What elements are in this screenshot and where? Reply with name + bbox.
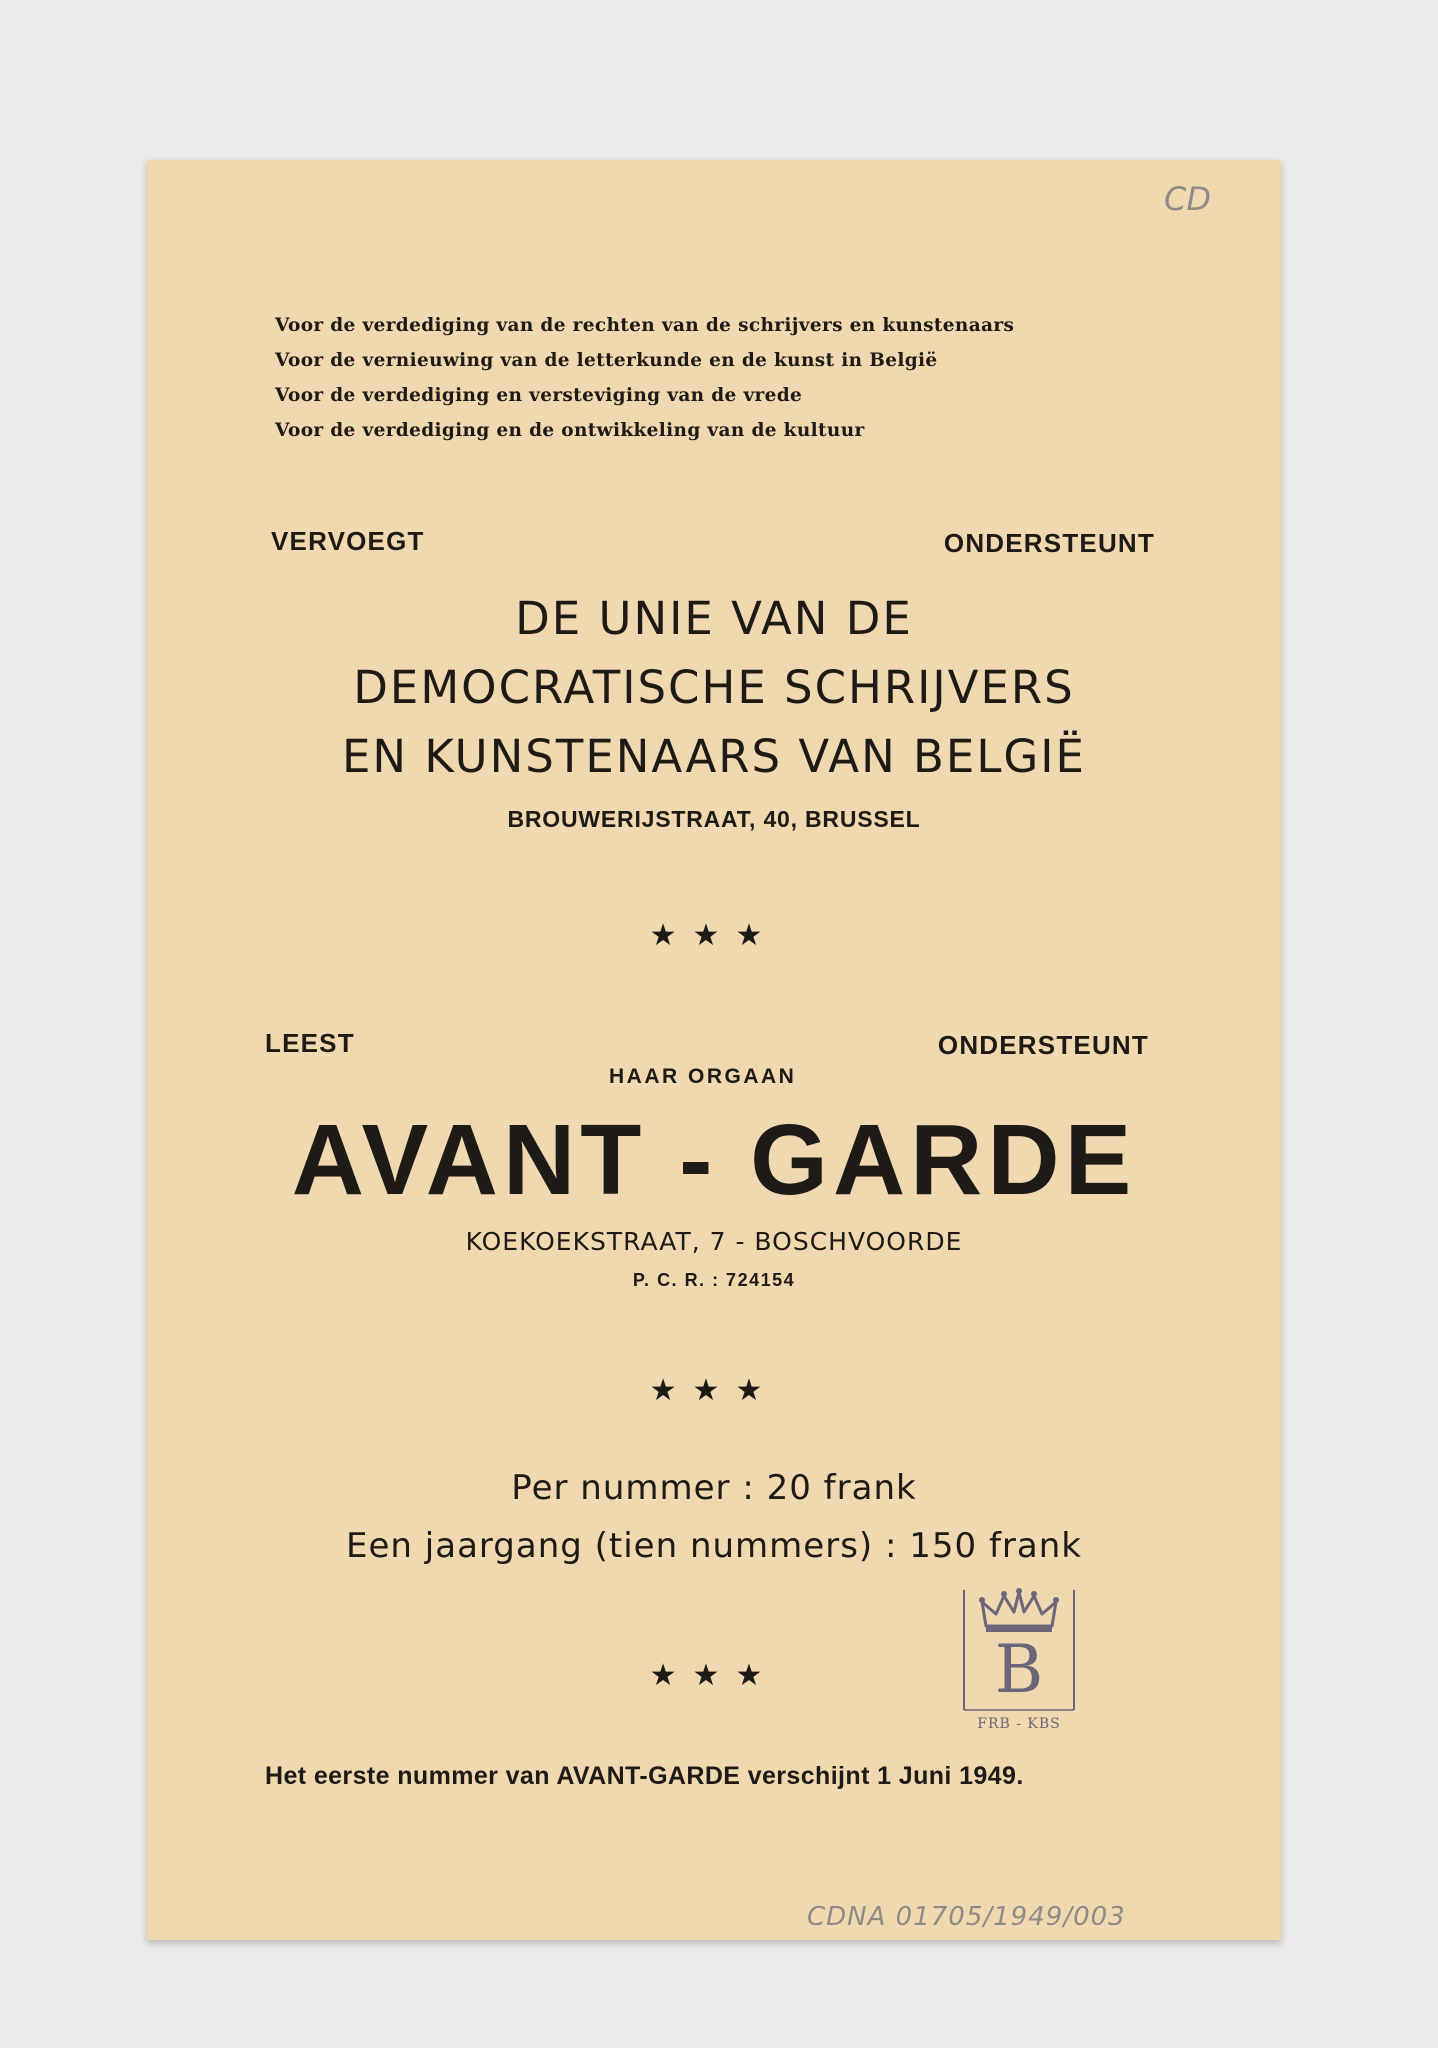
motto-line: Voor de verdediging van de rechten van de schrijvers en kunstenaars xyxy=(275,315,1015,336)
union-name-line: DEMOCRATISCHE SCHRIJVERS xyxy=(353,661,1075,714)
label-leest: LEEST xyxy=(265,1028,355,1058)
label-ondersteunt-middle: ONDERSTEUNT xyxy=(937,1030,1149,1060)
price-per-year: Een jaargang (tien nummers) : 150 frank xyxy=(346,1526,1082,1566)
subtitle-haar-orgaan: HAAR ORGAAN xyxy=(609,1065,797,1088)
postal-account: P. C. R. : 724154 xyxy=(632,1270,796,1290)
star-separator: ★★★ xyxy=(649,918,779,953)
footer-announcement: Het eerste nummer van AVANT-GARDE verschijnt 1 Juni 1949. xyxy=(265,1762,1024,1790)
pencil-corner-mark: CD xyxy=(1164,180,1211,218)
label-vervoegt: VERVOEGT xyxy=(271,526,425,556)
stamp-letter: B xyxy=(994,1631,1044,1708)
star-separator: ★★★ xyxy=(649,1658,779,1693)
masthead-title: AVANT - GARDE xyxy=(291,1104,1137,1216)
motto-line: Voor de verdediging en versteviging van de vrede xyxy=(275,385,803,406)
stamp-text: FRB - KBS xyxy=(977,1716,1061,1732)
motto-line: Voor de vernieuwing van de letterkunde en de kunst in België xyxy=(275,350,938,371)
archive-stamp xyxy=(958,1588,1080,1742)
motto-line: Voor de verdediging en de ontwikkeling van de kultuur xyxy=(275,420,865,441)
journal-address: KOEKOEKSTRAAT, 7 - BOSCHVOORDE xyxy=(465,1227,963,1256)
label-ondersteunt-top: ONDERSTEUNT xyxy=(943,528,1155,558)
archive-reference: CDNA 01705/1949/003 xyxy=(807,1902,1126,1932)
union-name-line: DE UNIE VAN DE xyxy=(515,592,913,645)
star-separator: ★★★ xyxy=(649,1373,779,1408)
union-name-line: EN KUNSTENAARS VAN BELGIË xyxy=(341,730,1086,783)
union-address: BROUWERIJSTRAAT, 40, BRUSSEL xyxy=(507,806,921,832)
price-per-issue: Per nummer : 20 frank xyxy=(511,1468,917,1508)
document-sheet xyxy=(147,160,1281,1940)
